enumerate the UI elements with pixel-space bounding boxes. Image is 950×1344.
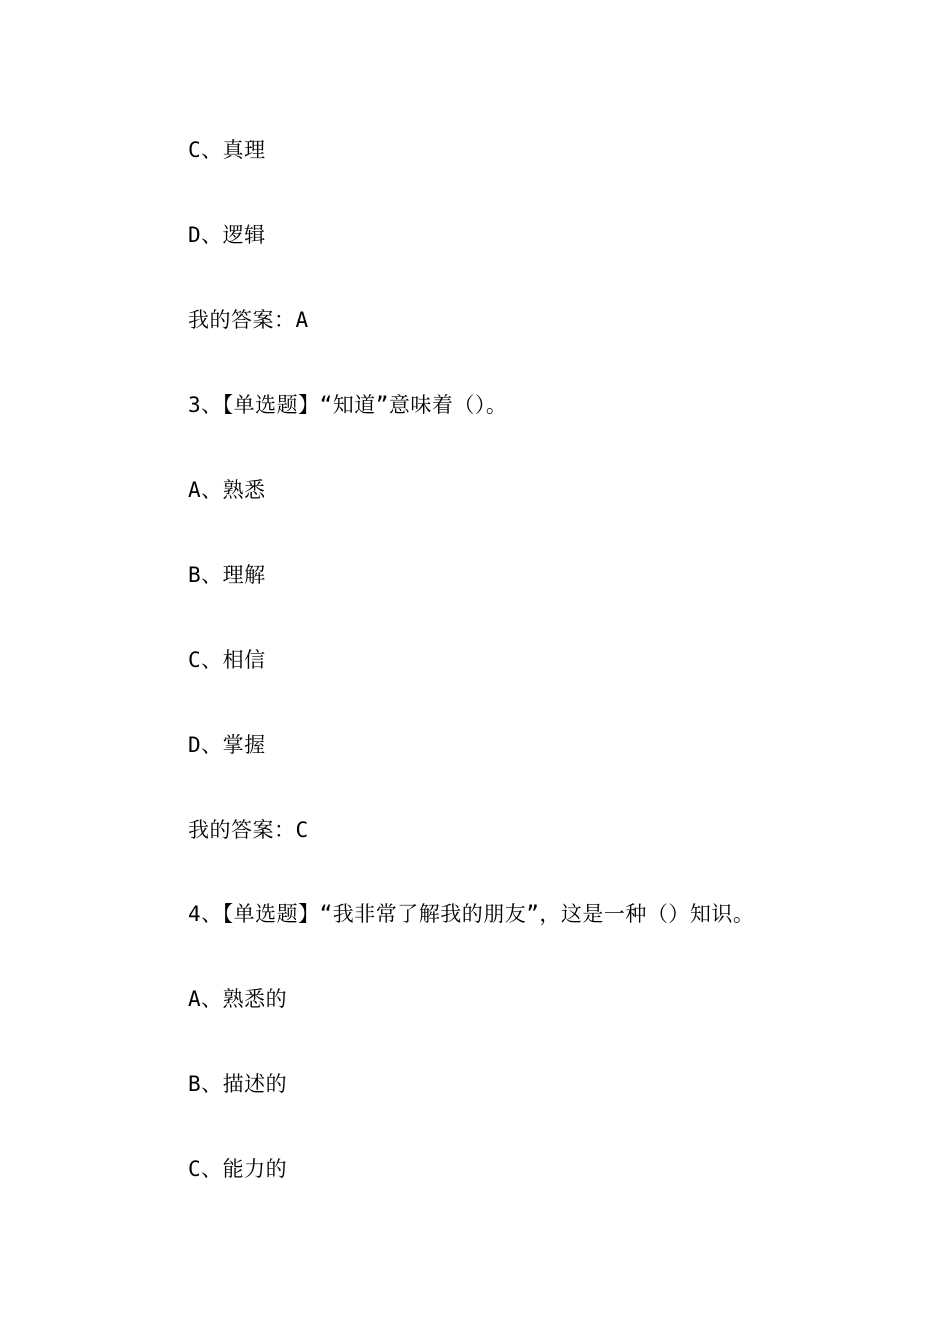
option-a-q3: A、熟悉 bbox=[188, 478, 266, 502]
option-c-q3: C、相信 bbox=[188, 648, 266, 672]
option-c-q2: C、真理 bbox=[188, 138, 266, 162]
question-3: 3、【单选题】“知道”意味着（）。 bbox=[188, 393, 508, 417]
option-b-q4: B、描述的 bbox=[188, 1072, 288, 1096]
option-d-q3: D、掌握 bbox=[188, 733, 266, 757]
question-4: 4、【单选题】“我非常了解我的朋友”，这是一种（）知识。 bbox=[188, 902, 755, 926]
answer-q2: 我的答案：A bbox=[188, 308, 309, 332]
option-d-q2: D、逻辑 bbox=[188, 223, 266, 247]
option-b-q3: B、理解 bbox=[188, 563, 266, 587]
answer-q3: 我的答案：C bbox=[188, 818, 309, 842]
option-c-q4: C、能力的 bbox=[188, 1157, 288, 1181]
option-a-q4: A、熟悉的 bbox=[188, 987, 288, 1011]
